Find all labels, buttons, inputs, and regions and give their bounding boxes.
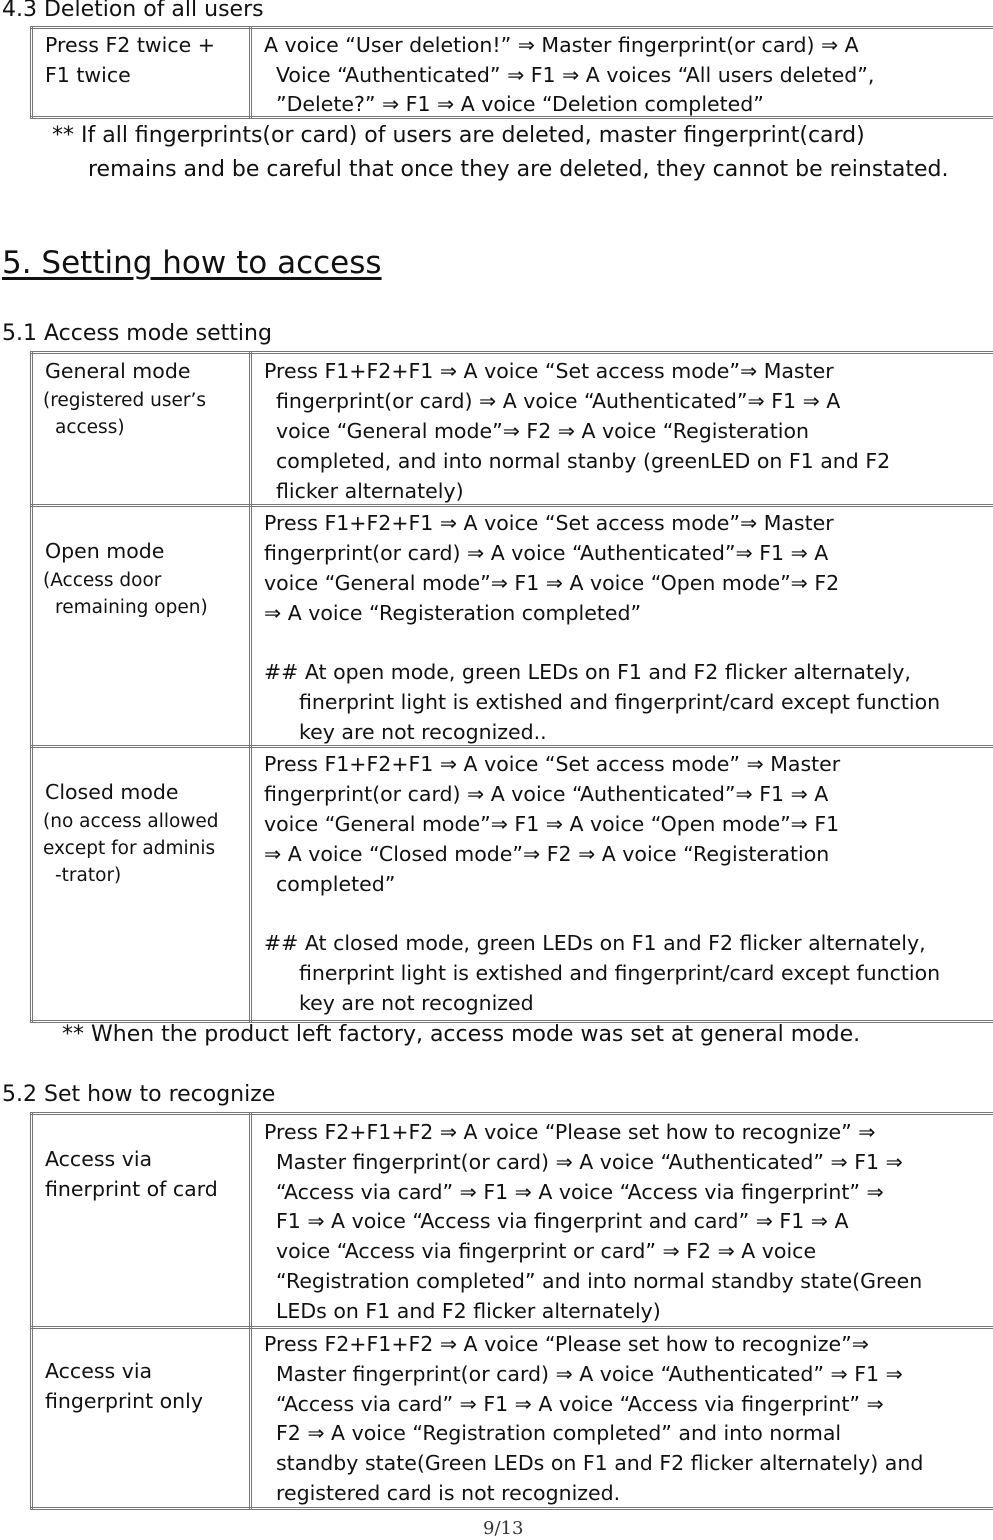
desc-line: Press F2+F1+F2 ⇒ A voice “Please set how to recognize” ⇒ (264, 1120, 876, 1144)
key-line: F1 twice (45, 63, 131, 87)
key-title: Closed mode (45, 780, 179, 804)
desc-line: voice “General mode”⇒ F1 ⇒ A voice “Open mode”⇒ F2 (264, 571, 840, 595)
key-line: Access via (45, 1359, 153, 1383)
key-sub: (no access allowed (43, 811, 219, 832)
desc-line: “Access via card” ⇒ F1 ⇒ A voice “Access via fingerprint” ⇒ (276, 1392, 884, 1416)
desc-line: ⇒ A voice “Closed mode”⇒ F2 ⇒ A voice “Registeration (264, 842, 830, 866)
desc-cell (251, 353, 993, 506)
key-line: fingerprint only (45, 1389, 204, 1413)
table-row (32, 28, 993, 118)
key-sub: access) (55, 417, 125, 438)
factory-note: ** When the product left factory, access mode was set at general mode. (62, 1022, 861, 1047)
key-sub: remaining open) (55, 597, 208, 618)
desc-line: voice “General mode”⇒ F1 ⇒ A voice “Open mode”⇒ F1 (264, 812, 840, 836)
section-4-3-heading: 4.3 Deletion of all users (2, 0, 264, 22)
desc-line: Press F1+F2+F1 ⇒ A voice “Set access mode”⇒ Master (264, 359, 834, 383)
desc-line: flicker alternately) (276, 479, 464, 503)
key-sub: (registered user’s (43, 390, 207, 411)
deletion-note: ** If all fingerprints(or card) of users are deleted, master fingerprint(card) (52, 123, 865, 148)
desc-line: Press F1+F2+F1 ⇒ A voice “Set access mode” ⇒ Master (264, 752, 841, 776)
page-number: 9/13 (483, 1518, 524, 1539)
mode-note-line: ## At open mode, green LEDs on F1 and F2 flicker alternately, (264, 660, 911, 684)
key-cell (32, 747, 251, 1022)
mode-note-line: finerprint light is extished and fingerprint/card except function (299, 690, 941, 714)
desc-line: completed, and into normal stanby (greenLED on F1 and F2 (276, 449, 891, 473)
desc-line: fingerprint(or card) ⇒ A voice “Authenticated”⇒ F1 ⇒ A (264, 541, 829, 565)
key-cell (32, 1114, 251, 1328)
section-5-heading: 5. Setting how to access (2, 245, 382, 281)
desc-line: “Registration completed” and into normal standby state(Green (276, 1269, 923, 1293)
desc-cell (251, 1114, 993, 1328)
table-row (32, 747, 993, 1022)
desc-line: Master fingerprint(or card) ⇒ A voice “Authenticated” ⇒ F1 ⇒ (276, 1362, 903, 1386)
desc-line: standby state(Green LEDs on F1 and F2 flicker alternately) and (276, 1451, 924, 1475)
desc-line: completed” (276, 872, 396, 896)
desc-cell (251, 1328, 993, 1509)
desc-line: “Access via card” ⇒ F1 ⇒ A voice “Access via fingerprint” ⇒ (276, 1180, 884, 1204)
desc-line: F2 ⇒ A voice “Registration completed” and into normal (276, 1421, 842, 1445)
desc-line: ”Delete?” ⇒ F1 ⇒ A voice “Deletion completed” (276, 92, 764, 116)
key-sub: (Access door (43, 570, 162, 591)
desc-line: voice “General mode”⇒ F2 ⇒ A voice “Registeration (276, 419, 809, 443)
key-line: Access via (45, 1147, 153, 1171)
key-sub: except for adminis (43, 838, 216, 859)
key-cell (32, 353, 251, 506)
recognize-table (30, 1112, 993, 1510)
key-line: finerprint of card (45, 1177, 218, 1201)
mode-note-line: key are not recognized (299, 991, 534, 1015)
mode-note-line: ## At closed mode, green LEDs on F1 and F2 flicker alternately, (264, 931, 926, 955)
key-line: Press F2 twice + (45, 33, 215, 57)
deletion-note: remains and be careful that once they are deleted, they cannot be reinstated. (88, 157, 949, 182)
desc-cell (251, 747, 993, 1022)
desc-line: Voice “Authenticated” ⇒ F1 ⇒ A voices “All users deleted”, (276, 63, 875, 87)
desc-line: LEDs on F1 and F2 flicker alternately) (276, 1299, 661, 1323)
desc-line: voice “Access via fingerprint or card” ⇒ F2 ⇒ A voice (276, 1239, 817, 1263)
desc-line: F1 ⇒ A voice “Access via fingerprint and card” ⇒ F1 ⇒ A (276, 1209, 849, 1233)
table-row (32, 1114, 993, 1328)
desc-line: Press F2+F1+F2 ⇒ A voice “Please set how to recognize”⇒ (264, 1332, 869, 1356)
section-5-1-heading: 5.1 Access mode setting (2, 321, 272, 346)
table-row (32, 506, 993, 747)
section-5-2-heading: 5.2 Set how to recognize (2, 1082, 276, 1107)
desc-line: Press F1+F2+F1 ⇒ A voice “Set access mode”⇒ Master (264, 511, 834, 535)
table-row (32, 1328, 993, 1509)
desc-cell (251, 28, 993, 118)
key-cell (32, 506, 251, 747)
mode-note-line: finerprint light is extished and fingerprint/card except function (299, 961, 941, 985)
deletion-table (30, 26, 993, 119)
key-title: Open mode (45, 539, 165, 563)
key-cell (32, 1328, 251, 1509)
desc-cell (251, 506, 993, 747)
desc-line: registered card is not recognized. (276, 1481, 621, 1505)
mode-note-line: key are not recognized.. (299, 720, 547, 744)
table-row (32, 353, 993, 506)
key-cell (32, 28, 251, 118)
desc-line: ⇒ A voice “Registeration completed” (264, 601, 642, 625)
desc-line: Master fingerprint(or card) ⇒ A voice “Authenticated” ⇒ F1 ⇒ (276, 1150, 903, 1174)
key-sub: -trator) (55, 865, 122, 886)
desc-line: fingerprint(or card) ⇒ A voice “Authenticated”⇒ F1 ⇒ A (276, 389, 841, 413)
desc-line: fingerprint(or card) ⇒ A voice “Authenticated”⇒ F1 ⇒ A (264, 782, 829, 806)
key-title: General mode (45, 359, 191, 383)
access-mode-table (30, 351, 993, 1023)
desc-line: A voice “User deletion!” ⇒ Master fingerprint(or card) ⇒ A (264, 33, 859, 57)
